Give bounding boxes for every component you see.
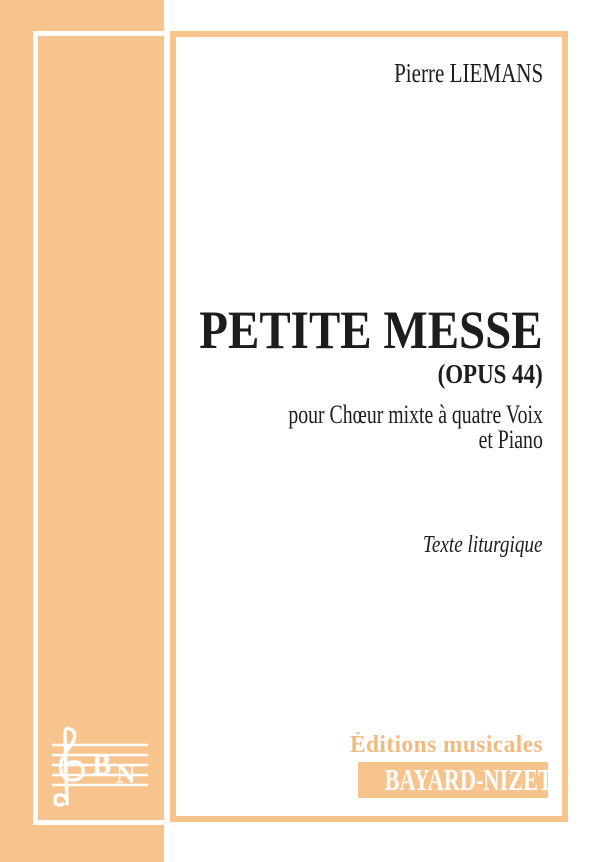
work-title: PETITE MESSE [199,300,543,360]
publisher-name: BAYARD-NIZET [384,762,553,797]
author-name: Pierre LIEMANS [393,58,543,88]
publisher-logo [48,722,152,814]
publisher-tagline: Éditions musicales [349,732,543,758]
scoring-line-2: et Piano [478,425,543,454]
logo-letter-b: B [92,749,112,781]
opus-number: (OPUS 44) [437,359,543,389]
logo-letter-n: N [116,759,136,789]
scoring-line-1: pour Chœur mixte à quatre Voix [288,400,543,429]
treble-clef-icon [55,728,83,805]
liturgical-text-note: Texte liturgique [423,532,543,558]
publisher-banner [358,762,553,798]
left-band-inner-frame [33,31,164,825]
scoring-block [289,402,543,452]
